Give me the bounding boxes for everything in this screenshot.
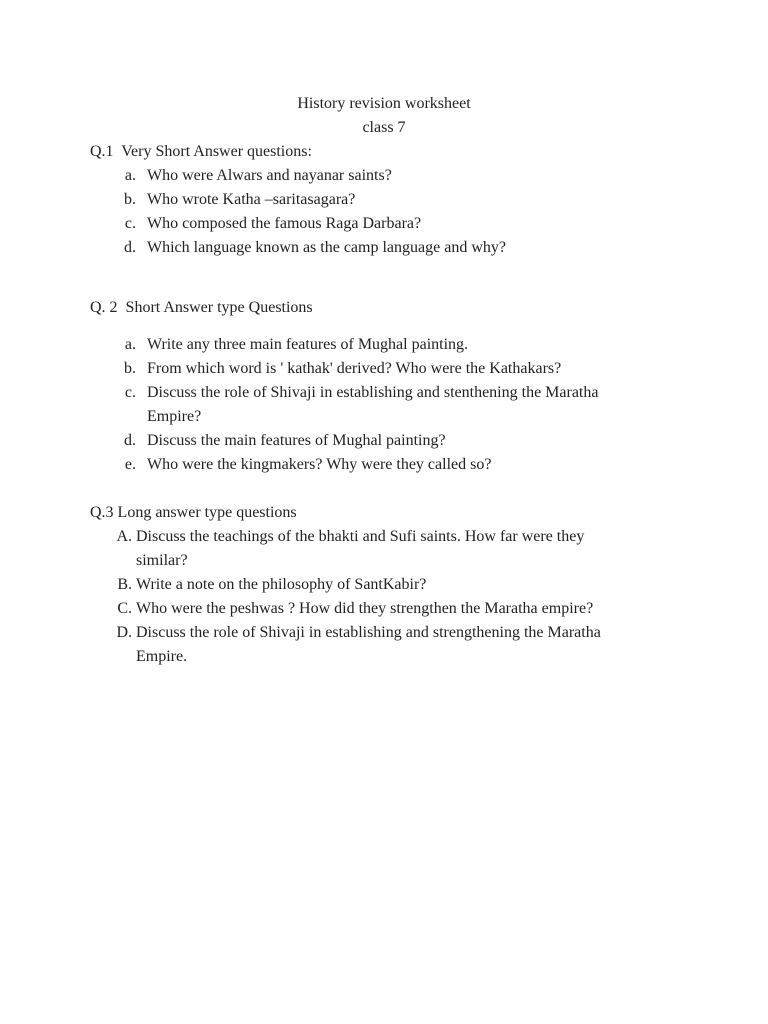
worksheet-title: History revision worksheet [297, 95, 471, 112]
worksheet-subtitle: class 7 [362, 119, 406, 136]
list-marker: D. [116, 624, 132, 641]
list-item-text: Discuss the role of Shivaji in establishing and stenthening the Maratha Empire? [147, 384, 599, 425]
list-item [116, 621, 652, 669]
section-heading-q2: Q. 2 Short Answer type Questions [90, 299, 313, 316]
list-item [117, 573, 666, 597]
list-item [124, 381, 652, 429]
list-marker: B. [117, 576, 132, 593]
list-item-text: Write any three main features of Mughal painting. [147, 336, 469, 353]
list-marker: d. [124, 239, 136, 256]
list-marker: c. [124, 384, 136, 401]
list-item-text: Discuss the main features of Mughal painting? [147, 432, 446, 449]
list-item [116, 525, 636, 573]
list-item-text: Who were Alwars and nayanar saints? [147, 167, 392, 184]
section-heading-q1: Q.1 Very Short Answer questions: [90, 143, 312, 160]
list-item-text: Who composed the famous Raga Darbara? [147, 215, 422, 232]
list-item-text: Who were the kingmakers? Why were they called so? [147, 456, 492, 473]
list-item [124, 164, 667, 188]
list-item-text: Who wrote Katha –saritasagara? [147, 191, 356, 208]
list-item-text: Which language known as the camp language and why? [147, 239, 506, 256]
list-marker: C. [117, 600, 132, 617]
list-item [124, 429, 667, 453]
list-item-text: Who were the peshwas ? How did they strengthen the Maratha empire? [136, 600, 594, 617]
list-marker: e. [124, 456, 136, 473]
list-marker: b. [124, 191, 136, 208]
list-item-text: Discuss the teachings of the bhakti and Sufi saints. How far were they similar? [136, 528, 585, 569]
list-item [124, 188, 667, 212]
list-marker: a. [124, 167, 136, 184]
list-item-text: Discuss the role of Shivaji in establishing and strengthening the Maratha Empire. [136, 624, 601, 665]
list-item [124, 357, 667, 381]
list-item-text: Write a note on the philosophy of SantKabir? [136, 576, 427, 593]
list-item [124, 453, 667, 477]
section-heading-q3: Q.3 Long answer type questions [90, 504, 297, 521]
list-item [117, 597, 666, 621]
list-item [124, 212, 667, 236]
list-item [124, 333, 667, 357]
list-marker: c. [124, 215, 136, 232]
list-item-text: From which word is ' kathak' derived? Who were the Kathakars? [147, 360, 562, 377]
list-marker: d. [124, 432, 136, 449]
list-marker: a. [124, 336, 136, 353]
list-item [124, 236, 667, 260]
list-marker: A. [116, 528, 132, 545]
list-marker: b. [124, 360, 136, 377]
